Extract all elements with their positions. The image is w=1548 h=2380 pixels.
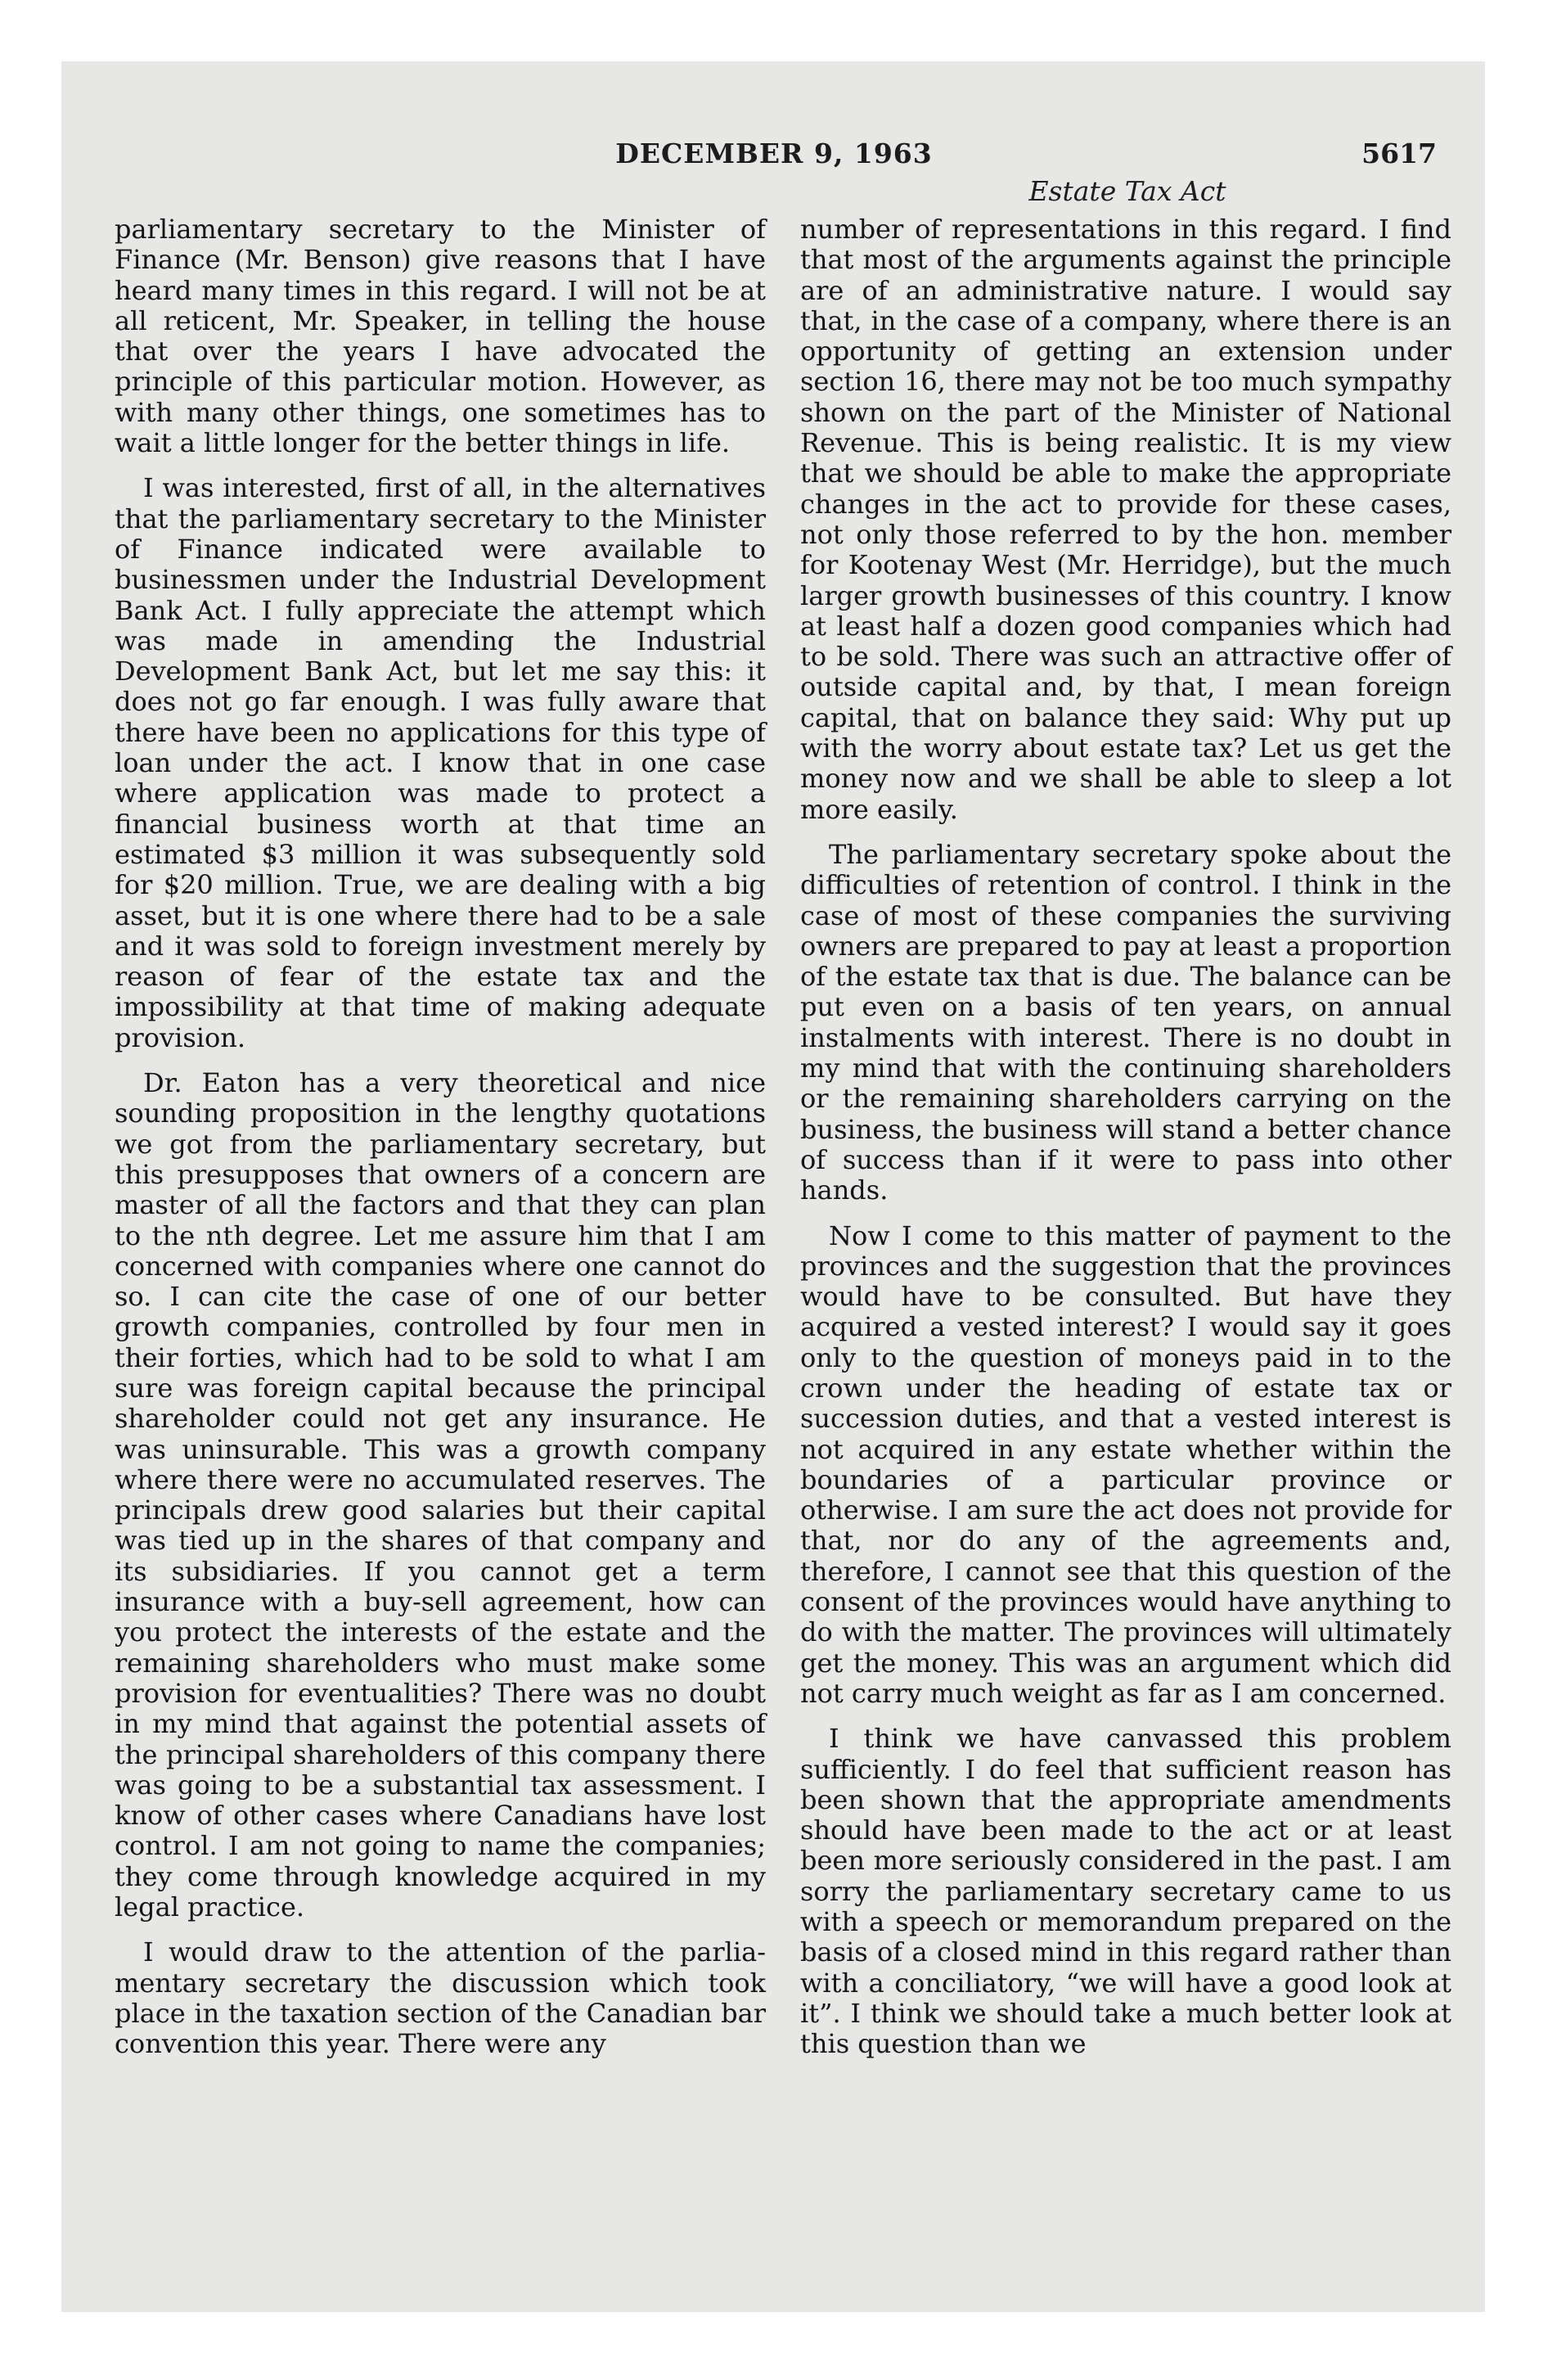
- paragraph: I was interested, first of all, in the alternatives that the parliamentary secretary to the Minister of Finance indicated were available to businessmen under the Industrial Development Bank Act. I fully appreciate the attempt which was made in amending the Industrial Development Bank Act, but let me say this: it does not go far enough. I was fully aware that there have been no applications for this type of loan under the act. I know that in one case where application was made to protect a financial business worth at that time an estimated $3 million it was subsequently sold for $20 million. True, we are dealing with a big asset, but it is one where there had to be a sale and it was sold to foreign investment merely by reason of fear of the estate tax and the impossibility at that time of making adequate provision.: [115, 472, 766, 1053]
- left-column: [115, 214, 766, 2075]
- paragraph: The parliamentary secretary spoke about the difficulties of retention of control. I think in the case of most of these companies the surviving owners are prepared to pay at least a proportion of the estate tax that is due. The balance can be put even on a basis of ten years, on annual instalments with interest. There is no doubt in my mind that with the continuing shareholders or the remaining shareholders carrying on the business, the business will stand a better chance of success than if it were to pass into other hands.: [800, 838, 1451, 1206]
- page-number: 5617: [1361, 137, 1437, 169]
- paragraph: number of representations in this regard. I find that most of the arguments against the principle are of an administrative nature. I would say that, in the case of a company, where there is an opportunity of getting an extension under section 16, there may not be too much sympathy shown on the part of the Minister of National Revenue. This is being realistic. It is my view that we should be able to make the appropriate changes in the act to provide for these cases, not only those referred to by the hon. member for Kootenay West (Mr. Herridge), but the much larger growth businesses of this country. I know at least half a dozen good companies which had to be sold. There was such an attractive offer of outside capital and, by that, I mean foreign capital, that on balance they said: Why put up with the worry about estate tax? Let us get the money now and we shall be able to sleep a lot more easily.: [800, 214, 1451, 825]
- right-column: [800, 214, 1451, 2075]
- paragraph: I think we have canvassed this problem sufficiently. I do feel that sufficient reason has been shown that the appropriate amendments should have been made to the act or at least been more seriously considered in the past. I am sorry the parliamentary secretary came to us with a speech or memorandum prepared on the basis of a closed mind in this regard rather than with a conciliatory, “we will have a good look at it”. I think we should take a much better look at this question than we: [800, 1723, 1451, 2060]
- page-date: DECEMBER 9, 1963: [615, 137, 933, 169]
- paragraph: parliamentary secretary to the Minister of Finance (Mr. Benson) give reasons that I have heard many times in this regard. I will not be at all reticent, Mr. Speaker, in telling the house that over the years I have advocated the principle of this particular motion. However, as with many other things, one sometimes has to wait a little longer for the better things in life.: [115, 214, 766, 459]
- running-title: Estate Tax Act: [1028, 175, 1226, 207]
- paragraph: Now I come to this matter of payment to the provinces and the suggestion that the provinces would have to be consulted. But have they acquired a vested interest? I would say it goes only to the question of moneys paid in to the crown under the heading of estate tax or succession duties, and that a vested interest is not acquired in any estate whether within the boundaries of a particular province or otherwise. I am sure the act does not provide for that, nor do any of the agreements and, therefore, I cannot see that this question of the consent of the provinces would have anything to do with the matter. The provinces will ultimately get the money. This was an argument which did not carry much weight as far as I am concerned.: [800, 1219, 1451, 1709]
- paragraph: I would draw to the attention of the parliamentary secretary the discussion which took place in the taxation section of the Canadian bar convention this year. There were any: [115, 1936, 766, 2060]
- paragraph: Dr. Eaton has a very theoretical and nice sounding proposition in the lengthy quotations we got from the parliamentary secretary, but this presupposes that owners of a concern are master of all the factors and that they can plan to the nth degree. Let me assure him that I am concerned with companies where one cannot do so. I can cite the case of one of our better growth companies, controlled by four men in their forties, which had to be sold to what I am sure was foreign capital because the principal shareholder could not get any insurance. He was uninsurable. This was a growth company where there were no accumulated reserves. The principals drew good salaries but their capital was tied up in the shares of that company and its subsidiaries. If you cannot get a term insurance with a buy-sell agreement, how can you protect the interests of the estate and the remaining shareholders who must make some provision for eventualities? There was no doubt in my mind that against the potential assets of the principal shareholders of this company there was going to be a substantial tax assessment. I know of other cases where Canadians have lost control. I am not going to name the companies; they come through knowledge acquired in my legal practice.: [115, 1067, 766, 1923]
